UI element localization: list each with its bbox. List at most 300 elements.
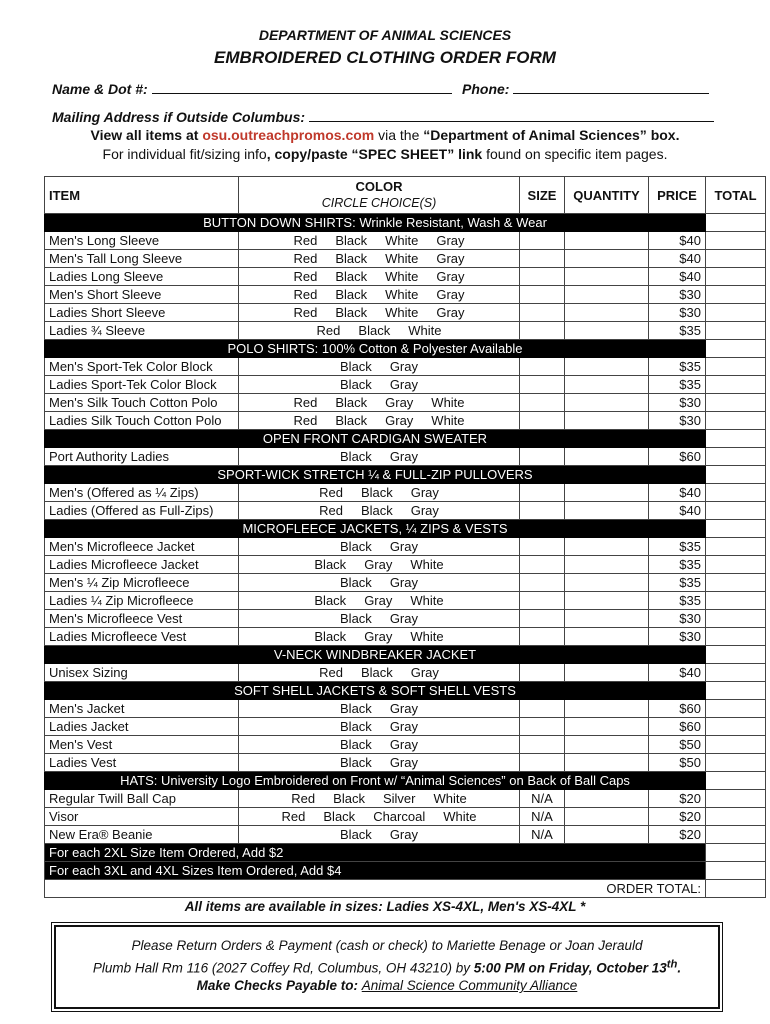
- section-title: HATS: University Logo Embroidered on Front w/ “Animal Sciences” on Back of Ball Caps: [45, 772, 706, 790]
- return-instructions-box: [54, 925, 720, 1009]
- price-cell: $35: [649, 574, 706, 592]
- phone-field-row: [462, 81, 709, 97]
- total-cell[interactable]: [706, 718, 766, 736]
- color-option[interactable]: Red: [293, 233, 318, 248]
- size-cell[interactable]: [520, 736, 565, 754]
- size-cell[interactable]: [520, 718, 565, 736]
- item-name: Ladies Vest: [45, 754, 239, 772]
- color-option[interactable]: Black: [340, 701, 372, 716]
- item-name: Ladies Silk Touch Cotton Polo: [45, 412, 239, 430]
- table-row: [45, 826, 766, 844]
- spec-bold-text: , copy/paste “SPEC SHEET” link: [266, 146, 483, 162]
- color-option[interactable]: Black: [358, 323, 391, 338]
- table-header-row: [45, 177, 766, 214]
- color-option[interactable]: Red: [293, 269, 318, 284]
- quantity-header: QUANTITY: [565, 177, 649, 214]
- item-name: Ladies Jacket: [45, 718, 239, 736]
- color-choices: [239, 826, 520, 844]
- color-option[interactable]: Gray: [436, 287, 465, 302]
- size-cell[interactable]: [520, 268, 565, 286]
- return-line-2: [56, 958, 718, 976]
- table-row: [45, 250, 766, 268]
- color-option[interactable]: Gray: [389, 377, 418, 392]
- item-name: Ladies ¾ Sleeve: [45, 322, 239, 340]
- table-row: [45, 538, 766, 556]
- size-header: SIZE: [520, 177, 565, 214]
- quantity-cell[interactable]: [565, 304, 649, 322]
- quantity-cell[interactable]: [565, 754, 649, 772]
- color-choices: [239, 376, 520, 394]
- color-header: [239, 177, 520, 214]
- section-header-row: [45, 214, 766, 232]
- price-cell: $60: [649, 718, 706, 736]
- color-choices: [239, 484, 520, 502]
- color-option[interactable]: Gray: [385, 395, 414, 410]
- table-row: [45, 592, 766, 610]
- total-cell[interactable]: [706, 610, 766, 628]
- color-choices: [239, 754, 520, 772]
- price-cell: $30: [649, 628, 706, 646]
- table-row: [45, 484, 766, 502]
- color-option[interactable]: Gray: [389, 827, 418, 842]
- item-name: Men's Jacket: [45, 700, 239, 718]
- color-option[interactable]: Black: [335, 233, 368, 248]
- section-title: SPORT-WICK STRETCH ¼ & FULL-ZIP PULLOVERS: [45, 466, 706, 484]
- quantity-cell[interactable]: [565, 232, 649, 250]
- color-option[interactable]: Red: [293, 305, 318, 320]
- order-total-row: [45, 880, 766, 898]
- quantity-cell[interactable]: [565, 718, 649, 736]
- color-option[interactable]: White: [433, 791, 467, 806]
- color-option[interactable]: Gray: [389, 575, 418, 590]
- quantity-cell[interactable]: [565, 358, 649, 376]
- color-option[interactable]: Gray: [436, 305, 465, 320]
- return-line-2-prefix: Plumb Hall Rm 116 (2027 Coffey Rd, Columbus, OH 43210) by: [92, 960, 474, 976]
- table-row: [45, 700, 766, 718]
- table-row: [45, 376, 766, 394]
- color-option[interactable]: Black: [314, 557, 347, 572]
- section-header-row: [45, 466, 766, 484]
- color-option[interactable]: Black: [333, 791, 365, 806]
- phone-input-line[interactable]: [513, 81, 709, 94]
- table-row: [45, 628, 766, 646]
- color-option[interactable]: White: [431, 395, 465, 410]
- item-name: Men's Sport-Tek Color Block: [45, 358, 239, 376]
- order-table: [44, 176, 766, 898]
- price-cell: $30: [649, 394, 706, 412]
- color-option[interactable]: White: [410, 629, 444, 644]
- total-cell[interactable]: [706, 700, 766, 718]
- size-cell[interactable]: [520, 628, 565, 646]
- color-option[interactable]: Gray: [364, 593, 393, 608]
- section-title: POLO SHIRTS: 100% Cotton & Polyester Available: [45, 340, 706, 358]
- color-option[interactable]: Gray: [389, 539, 418, 554]
- color-choices: [239, 322, 520, 340]
- table-row: [45, 502, 766, 520]
- color-choices: [239, 412, 520, 430]
- spec-suffix-text: found on specific item pages.: [482, 146, 668, 162]
- color-option[interactable]: Red: [316, 323, 341, 338]
- quantity-cell[interactable]: [565, 574, 649, 592]
- table-row: [45, 574, 766, 592]
- color-option[interactable]: Black: [340, 719, 372, 734]
- color-option[interactable]: Red: [293, 413, 318, 428]
- total-header: TOTAL: [706, 177, 766, 214]
- size-cell[interactable]: [520, 610, 565, 628]
- color-option[interactable]: Gray: [389, 449, 418, 464]
- color-option[interactable]: Gray: [436, 269, 465, 284]
- size-cell[interactable]: [520, 592, 565, 610]
- color-option[interactable]: Gray: [389, 737, 418, 752]
- total-cell[interactable]: [706, 664, 766, 682]
- item-name: Ladies Microfleece Vest: [45, 628, 239, 646]
- color-choices: [239, 268, 520, 286]
- item-name: Men's Microfleece Vest: [45, 610, 239, 628]
- color-option[interactable]: Gray: [389, 719, 418, 734]
- price-cell: $35: [649, 592, 706, 610]
- section-title: V-NECK WINDBREAKER JACKET: [45, 646, 706, 664]
- total-cell[interactable]: [706, 250, 766, 268]
- quantity-cell[interactable]: [565, 484, 649, 502]
- payee-name[interactable]: Animal Science Community Alliance: [361, 978, 578, 993]
- size-cell[interactable]: N/A: [520, 790, 565, 808]
- price-cell: $35: [649, 556, 706, 574]
- color-option[interactable]: Gray: [389, 701, 418, 716]
- deadline-period: .: [677, 960, 682, 976]
- section-title: MICROFLEECE JACKETS, ¼ ZIPS & VESTS: [45, 520, 706, 538]
- color-choices: [239, 304, 520, 322]
- total-cell[interactable]: [706, 232, 766, 250]
- quantity-cell[interactable]: [565, 628, 649, 646]
- table-row: [45, 610, 766, 628]
- size-cell[interactable]: N/A: [520, 808, 565, 826]
- quantity-cell[interactable]: [565, 700, 649, 718]
- color-option[interactable]: Black: [323, 809, 356, 824]
- total-cell[interactable]: [706, 376, 766, 394]
- color-option[interactable]: Red: [319, 665, 343, 680]
- total-cell[interactable]: [706, 556, 766, 574]
- color-option[interactable]: Gray: [436, 233, 465, 248]
- total-cell[interactable]: [706, 628, 766, 646]
- item-name: Regular Twill Ball Cap: [45, 790, 239, 808]
- size-cell[interactable]: N/A: [520, 826, 565, 844]
- total-cell[interactable]: [706, 826, 766, 844]
- item-name: Ladies (Offered as Full-Zips): [45, 502, 239, 520]
- color-option[interactable]: White: [385, 233, 419, 248]
- color-option[interactable]: Black: [340, 827, 372, 842]
- name-input-line[interactable]: [152, 81, 452, 94]
- table-row: [45, 232, 766, 250]
- name-field-row: [52, 81, 452, 97]
- size-cell[interactable]: [520, 700, 565, 718]
- color-option[interactable]: White: [443, 809, 477, 824]
- surcharge-note-row: [45, 844, 766, 862]
- item-name: Men's Silk Touch Cotton Polo: [45, 394, 239, 412]
- total-cell[interactable]: [706, 790, 766, 808]
- color-option[interactable]: Black: [340, 611, 372, 626]
- color-option[interactable]: White: [410, 593, 444, 608]
- color-option[interactable]: Gray: [389, 611, 418, 626]
- item-name: Ladies Microfleece Jacket: [45, 556, 239, 574]
- table-row: [45, 358, 766, 376]
- item-name: Men's (Offered as ¼ Zips): [45, 484, 239, 502]
- view-suffix-text: box.: [646, 127, 680, 143]
- color-choices: [239, 718, 520, 736]
- size-cell[interactable]: [520, 394, 565, 412]
- size-cell[interactable]: [520, 286, 565, 304]
- color-option[interactable]: Black: [340, 377, 372, 392]
- quantity-cell[interactable]: [565, 268, 649, 286]
- color-option[interactable]: Black: [340, 539, 372, 554]
- item-name: Ladies ¼ Zip Microfleece: [45, 592, 239, 610]
- color-option[interactable]: Red: [291, 791, 316, 806]
- price-cell: $60: [649, 700, 706, 718]
- price-cell: $30: [649, 304, 706, 322]
- address-input-line[interactable]: [309, 109, 714, 122]
- table-row: [45, 448, 766, 466]
- color-choices: [239, 232, 520, 250]
- color-option[interactable]: Red: [293, 395, 318, 410]
- color-option[interactable]: Gray: [389, 755, 418, 770]
- view-quote-text: “Department of Animal Sciences”: [423, 127, 647, 143]
- item-name: Men's Long Sleeve: [45, 232, 239, 250]
- color-option[interactable]: Gray: [436, 251, 465, 266]
- quantity-cell[interactable]: [565, 790, 649, 808]
- color-option[interactable]: Gray: [410, 665, 439, 680]
- quantity-cell[interactable]: [565, 448, 649, 466]
- color-option[interactable]: Black: [335, 251, 368, 266]
- color-option[interactable]: Black: [335, 413, 368, 428]
- color-choices: [239, 502, 520, 520]
- total-cell[interactable]: [706, 592, 766, 610]
- quantity-cell[interactable]: [565, 502, 649, 520]
- quantity-cell[interactable]: [565, 808, 649, 826]
- quantity-cell[interactable]: [565, 250, 649, 268]
- color-option[interactable]: Black: [360, 485, 393, 500]
- quantity-cell[interactable]: [565, 538, 649, 556]
- color-option[interactable]: Red: [293, 251, 318, 266]
- total-cell[interactable]: [706, 754, 766, 772]
- sizes-note: All items are available in sizes: Ladies XS-4XL, Men's XS-4XL *: [184, 899, 586, 914]
- item-name: Ladies Short Sleeve: [45, 304, 239, 322]
- deadline-text: 5:00 PM on Friday, October 13: [473, 960, 667, 976]
- department-heading: DEPARTMENT OF ANIMAL SCIENCES: [258, 27, 512, 43]
- color-option[interactable]: Gray: [385, 413, 414, 428]
- price-cell: $20: [649, 826, 706, 844]
- price-cell: $40: [649, 484, 706, 502]
- quantity-cell[interactable]: [565, 376, 649, 394]
- total-cell[interactable]: [706, 412, 766, 430]
- total-cell[interactable]: [706, 808, 766, 826]
- quantity-cell[interactable]: [565, 286, 649, 304]
- item-name: Visor: [45, 808, 239, 826]
- color-option[interactable]: Black: [340, 737, 372, 752]
- color-choices: [239, 448, 520, 466]
- deadline-suffix: th: [666, 958, 678, 970]
- color-option[interactable]: Gray: [389, 359, 418, 374]
- price-cell: $20: [649, 808, 706, 826]
- price-cell: $35: [649, 376, 706, 394]
- size-cell[interactable]: [520, 556, 565, 574]
- table-row: [45, 754, 766, 772]
- total-cell[interactable]: [706, 844, 766, 862]
- item-name: Men's Short Sleeve: [45, 286, 239, 304]
- item-name: Unisex Sizing: [45, 664, 239, 682]
- color-choices: [239, 736, 520, 754]
- total-cell[interactable]: [706, 394, 766, 412]
- price-cell: $50: [649, 754, 706, 772]
- size-cell[interactable]: [520, 232, 565, 250]
- color-option[interactable]: Black: [360, 503, 393, 518]
- name-label: Name & Dot #:: [52, 81, 148, 97]
- total-cell[interactable]: [706, 448, 766, 466]
- color-option[interactable]: White: [410, 557, 444, 572]
- store-link[interactable]: osu.outreachpromos.com: [202, 127, 375, 143]
- total-cell[interactable]: [706, 268, 766, 286]
- color-option[interactable]: Gray: [364, 629, 393, 644]
- size-cell[interactable]: [520, 322, 565, 340]
- quantity-cell[interactable]: [565, 556, 649, 574]
- quantity-cell[interactable]: [565, 664, 649, 682]
- size-cell[interactable]: [520, 250, 565, 268]
- size-cell[interactable]: [520, 538, 565, 556]
- color-option[interactable]: Black: [340, 575, 372, 590]
- color-choices: [239, 358, 520, 376]
- color-header-label: COLOR: [355, 179, 403, 194]
- table-row: [45, 718, 766, 736]
- order-total-cell[interactable]: [706, 880, 766, 898]
- color-option[interactable]: White: [385, 269, 419, 284]
- item-name: Ladies Long Sleeve: [45, 268, 239, 286]
- table-row: [45, 736, 766, 754]
- item-name: Men's ¼ Zip Microfleece: [45, 574, 239, 592]
- color-option[interactable]: Red: [281, 809, 306, 824]
- size-cell[interactable]: [520, 502, 565, 520]
- color-option[interactable]: Red: [319, 503, 343, 518]
- size-cell[interactable]: [520, 448, 565, 466]
- color-option[interactable]: Black: [314, 593, 347, 608]
- size-cell[interactable]: [520, 484, 565, 502]
- total-cell[interactable]: [706, 484, 766, 502]
- color-option[interactable]: Gray: [364, 557, 393, 572]
- quantity-cell[interactable]: [565, 394, 649, 412]
- total-cell: [706, 646, 766, 664]
- address-field-row: [52, 109, 714, 125]
- price-cell: $35: [649, 358, 706, 376]
- surcharge-note-row: [45, 862, 766, 880]
- size-cell[interactable]: [520, 412, 565, 430]
- phone-label: Phone:: [462, 81, 510, 97]
- quantity-cell[interactable]: [565, 610, 649, 628]
- total-cell: [706, 340, 766, 358]
- table-row: [45, 664, 766, 682]
- section-title: SOFT SHELL JACKETS & SOFT SHELL VESTS: [45, 682, 706, 700]
- size-cell[interactable]: [520, 358, 565, 376]
- section-header-row: [45, 682, 766, 700]
- price-header: PRICE: [649, 177, 706, 214]
- color-option[interactable]: Black: [340, 359, 372, 374]
- color-option[interactable]: Black: [335, 287, 368, 302]
- price-cell: $40: [649, 268, 706, 286]
- color-option[interactable]: Black: [340, 755, 372, 770]
- section-title: BUTTON DOWN SHIRTS: Wrinkle Resistant, Wash & Wear: [45, 214, 706, 232]
- size-cell[interactable]: [520, 754, 565, 772]
- color-option[interactable]: Black: [335, 395, 368, 410]
- table-row: [45, 322, 766, 340]
- color-option[interactable]: Gray: [410, 485, 439, 500]
- color-option[interactable]: Red: [293, 287, 318, 302]
- total-cell[interactable]: [706, 304, 766, 322]
- total-cell[interactable]: [706, 736, 766, 754]
- color-choices: [239, 286, 520, 304]
- color-option[interactable]: Black: [360, 665, 393, 680]
- color-option[interactable]: Gray: [410, 503, 439, 518]
- item-name: Men's Tall Long Sleeve: [45, 250, 239, 268]
- color-option[interactable]: Silver: [382, 791, 416, 806]
- quantity-cell[interactable]: [565, 592, 649, 610]
- item-name: New Era® Beanie: [45, 826, 239, 844]
- quantity-cell[interactable]: [565, 412, 649, 430]
- table-row: [45, 394, 766, 412]
- color-option[interactable]: Black: [314, 629, 347, 644]
- return-line-1: Please Return Orders & Payment (cash or check) to Mariette Benage or Joan Jerauld: [131, 938, 643, 953]
- total-cell: [706, 214, 766, 232]
- quantity-cell[interactable]: [565, 322, 649, 340]
- color-option[interactable]: White: [385, 305, 419, 320]
- price-cell: $50: [649, 736, 706, 754]
- circle-choice-label: CIRCLE CHOICE(S): [321, 196, 437, 210]
- price-cell: $35: [649, 538, 706, 556]
- color-choices: [239, 394, 520, 412]
- color-option[interactable]: Red: [319, 485, 343, 500]
- color-option[interactable]: White: [385, 251, 419, 266]
- color-option[interactable]: Black: [335, 269, 368, 284]
- size-cell[interactable]: [520, 304, 565, 322]
- total-cell[interactable]: [706, 862, 766, 880]
- order-total-label: ORDER TOTAL:: [45, 880, 706, 898]
- quantity-cell[interactable]: [565, 826, 649, 844]
- total-cell[interactable]: [706, 286, 766, 304]
- color-choices: [239, 250, 520, 268]
- view-mid-text: via the: [374, 127, 424, 143]
- color-option[interactable]: White: [385, 287, 419, 302]
- item-name: Ladies Sport-Tek Color Block: [45, 376, 239, 394]
- color-choices: [239, 556, 520, 574]
- color-choices: [239, 790, 520, 808]
- color-choices: [239, 808, 520, 826]
- color-option[interactable]: Black: [340, 449, 372, 464]
- total-cell[interactable]: [706, 502, 766, 520]
- quantity-cell[interactable]: [565, 736, 649, 754]
- color-option[interactable]: White: [408, 323, 442, 338]
- view-prefix-text: View all items at: [90, 127, 203, 143]
- color-choices: [239, 700, 520, 718]
- size-cell[interactable]: [520, 574, 565, 592]
- surcharge-note: For each 2XL Size Item Ordered, Add $2: [45, 844, 706, 862]
- total-cell[interactable]: [706, 538, 766, 556]
- total-cell[interactable]: [706, 322, 766, 340]
- color-option[interactable]: White: [431, 413, 465, 428]
- total-cell[interactable]: [706, 574, 766, 592]
- table-row: [45, 556, 766, 574]
- size-cell[interactable]: [520, 664, 565, 682]
- surcharge-note: For each 3XL and 4XL Sizes Item Ordered, Add $4: [45, 862, 706, 880]
- size-cell[interactable]: [520, 376, 565, 394]
- color-option[interactable]: Charcoal: [373, 809, 426, 824]
- total-cell[interactable]: [706, 358, 766, 376]
- color-option[interactable]: Black: [335, 305, 368, 320]
- table-row: [45, 808, 766, 826]
